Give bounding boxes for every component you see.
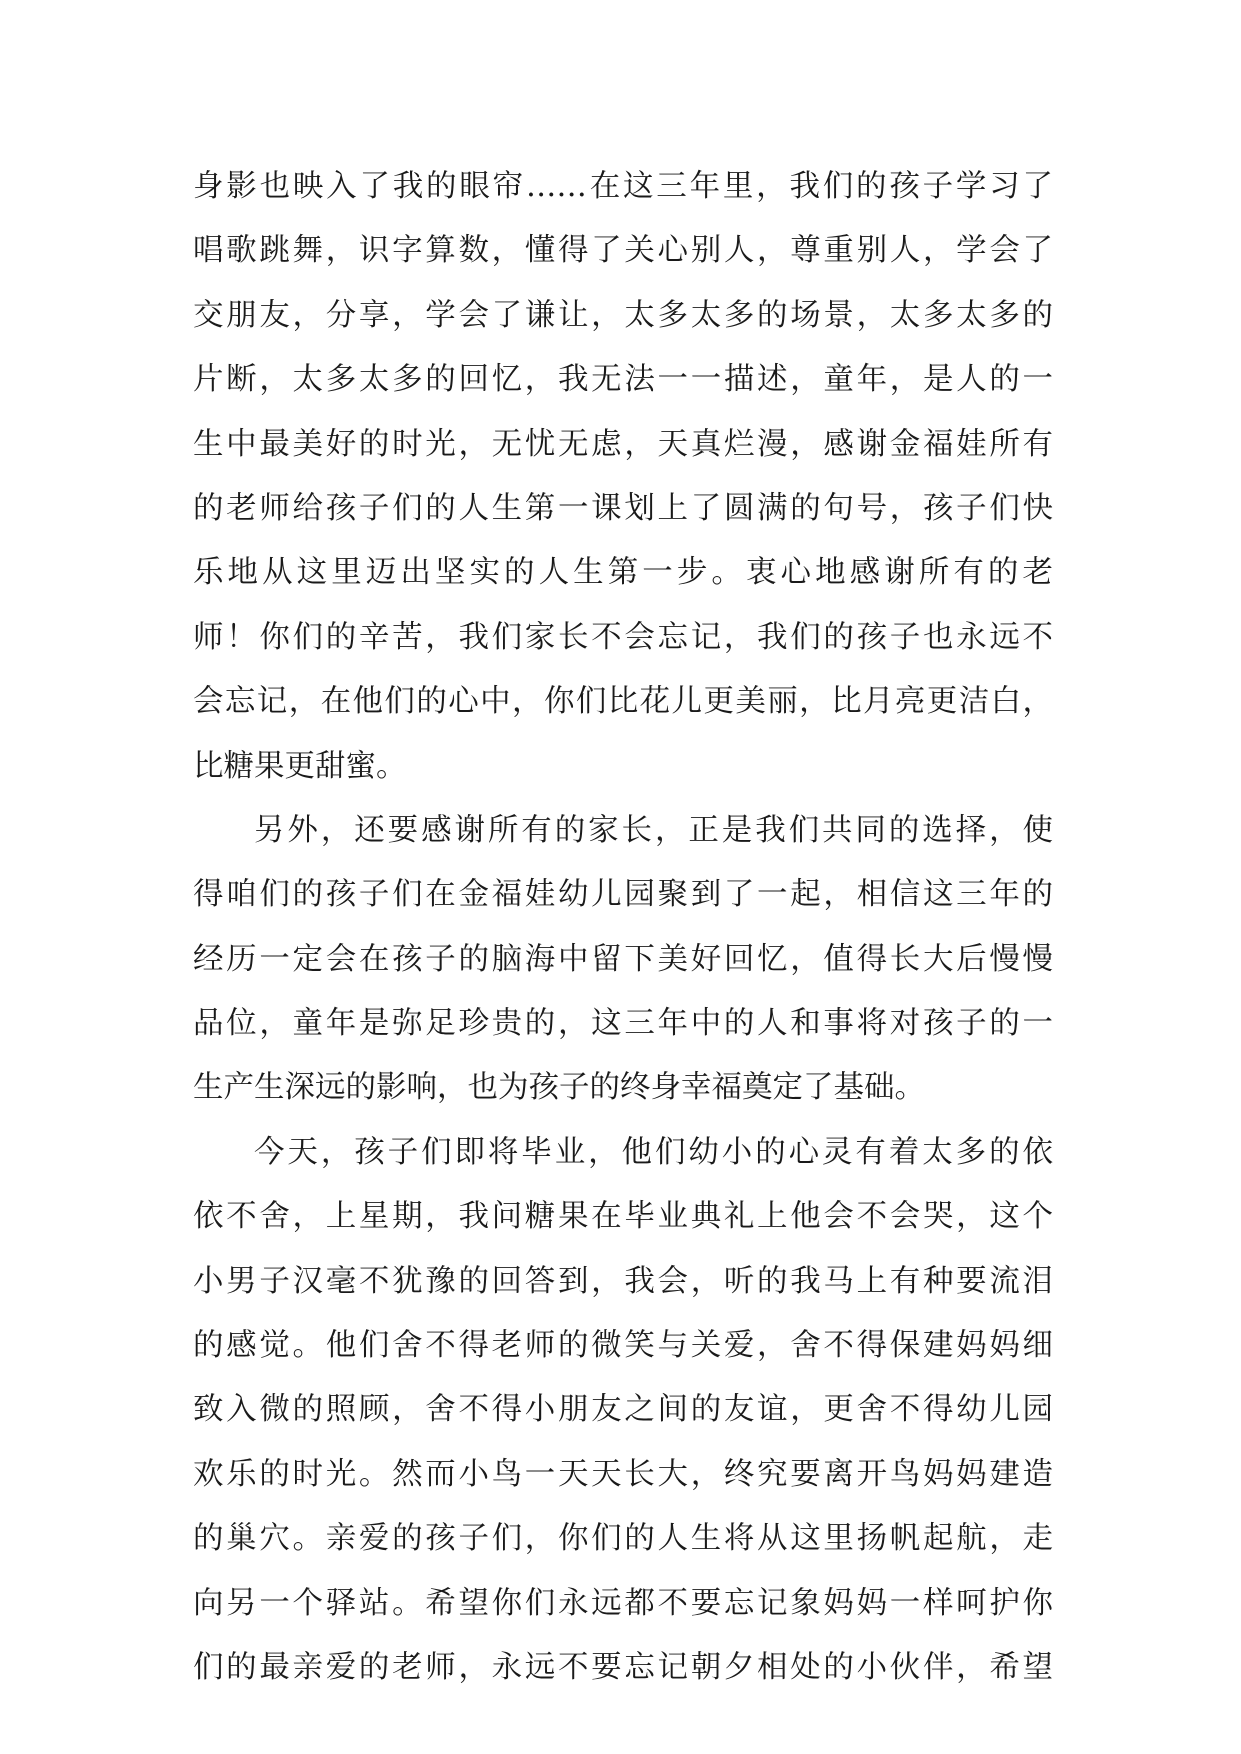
text-line: 的巢穴。亲爱的孩子们，你们的人生将从这里扬帆起航，走 — [193, 1521, 1053, 1557]
text-line: 乐地从这里迈出坚实的人生第一步。衷心地感谢所有的老 — [193, 555, 1053, 591]
text-line: 生中最美好的时光，无忧无虑，天真烂漫，感谢金福娃所有 — [193, 426, 1053, 462]
text-line: 们的最亲爱的老师，永远不要忘记朝夕相处的小伙伴，希望 — [193, 1649, 1053, 1685]
text-line: 得咱们的孩子们在金福娃幼儿园聚到了一起，相信这三年的 — [193, 877, 1053, 913]
text-line: 会忘记，在他们的心中，你们比花儿更美丽，比月亮更洁白， — [193, 684, 1053, 720]
text-line: 师！你们的辛苦，我们家长不会忘记，我们的孩子也永远不 — [193, 619, 1053, 655]
text-line: 致入微的照顾，舍不得小朋友之间的友谊，更舍不得幼儿园 — [193, 1392, 1053, 1428]
text-line: 经历一定会在孩子的脑海中留下美好回忆，值得长大后慢慢 — [193, 941, 1053, 977]
text-line: 片断，太多太多的回忆，我无法一一描述，童年，是人的一 — [193, 362, 1053, 398]
text-line: 依不舍，上星期，我问糖果在毕业典礼上他会不会哭，这个 — [193, 1199, 1053, 1235]
text-line: 向另一个驿站。希望你们永远都不要忘记象妈妈一样呵护你 — [193, 1585, 1053, 1621]
text-line: 的老师给孩子们的人生第一课划上了圆满的句号，孩子们快 — [193, 490, 1053, 526]
text-line: 身影也映入了我的眼帘……在这三年里，我们的孩子学习了 — [193, 169, 1053, 204]
text-line: 小男子汉毫不犹豫的回答到，我会，听的我马上有种要流泪 — [193, 1263, 1053, 1299]
text-line: 品位，童年是弥足珍贵的，这三年中的人和事将对孩子的一 — [193, 1006, 1053, 1042]
text-line: 的感觉。他们舍不得老师的微笑与关爱，舍不得保建妈妈细 — [193, 1328, 1053, 1364]
text-line: 唱歌跳舞，识字算数，懂得了关心别人，尊重别人，学会了 — [193, 233, 1053, 269]
text-line: 交朋友，分享，学会了谦让，太多太多的场景，太多太多的 — [193, 297, 1053, 333]
text-line: 欢乐的时光。然而小鸟一天天长大，终究要离开鸟妈妈建造 — [193, 1456, 1053, 1492]
paragraph-first-line: 今天，孩子们即将毕业，他们幼小的心灵有着太多的依 — [254, 1134, 1053, 1170]
document-body — [193, 155, 1053, 1700]
text-line: 生产生深远的影响，也为孩子的终身幸福奠定了基础。 — [193, 1070, 925, 1106]
paragraph-first-line: 另外，还要感谢所有的家长，正是我们共同的选择，使 — [254, 812, 1053, 848]
text-line: 比糖果更甜蜜。 — [193, 748, 407, 784]
